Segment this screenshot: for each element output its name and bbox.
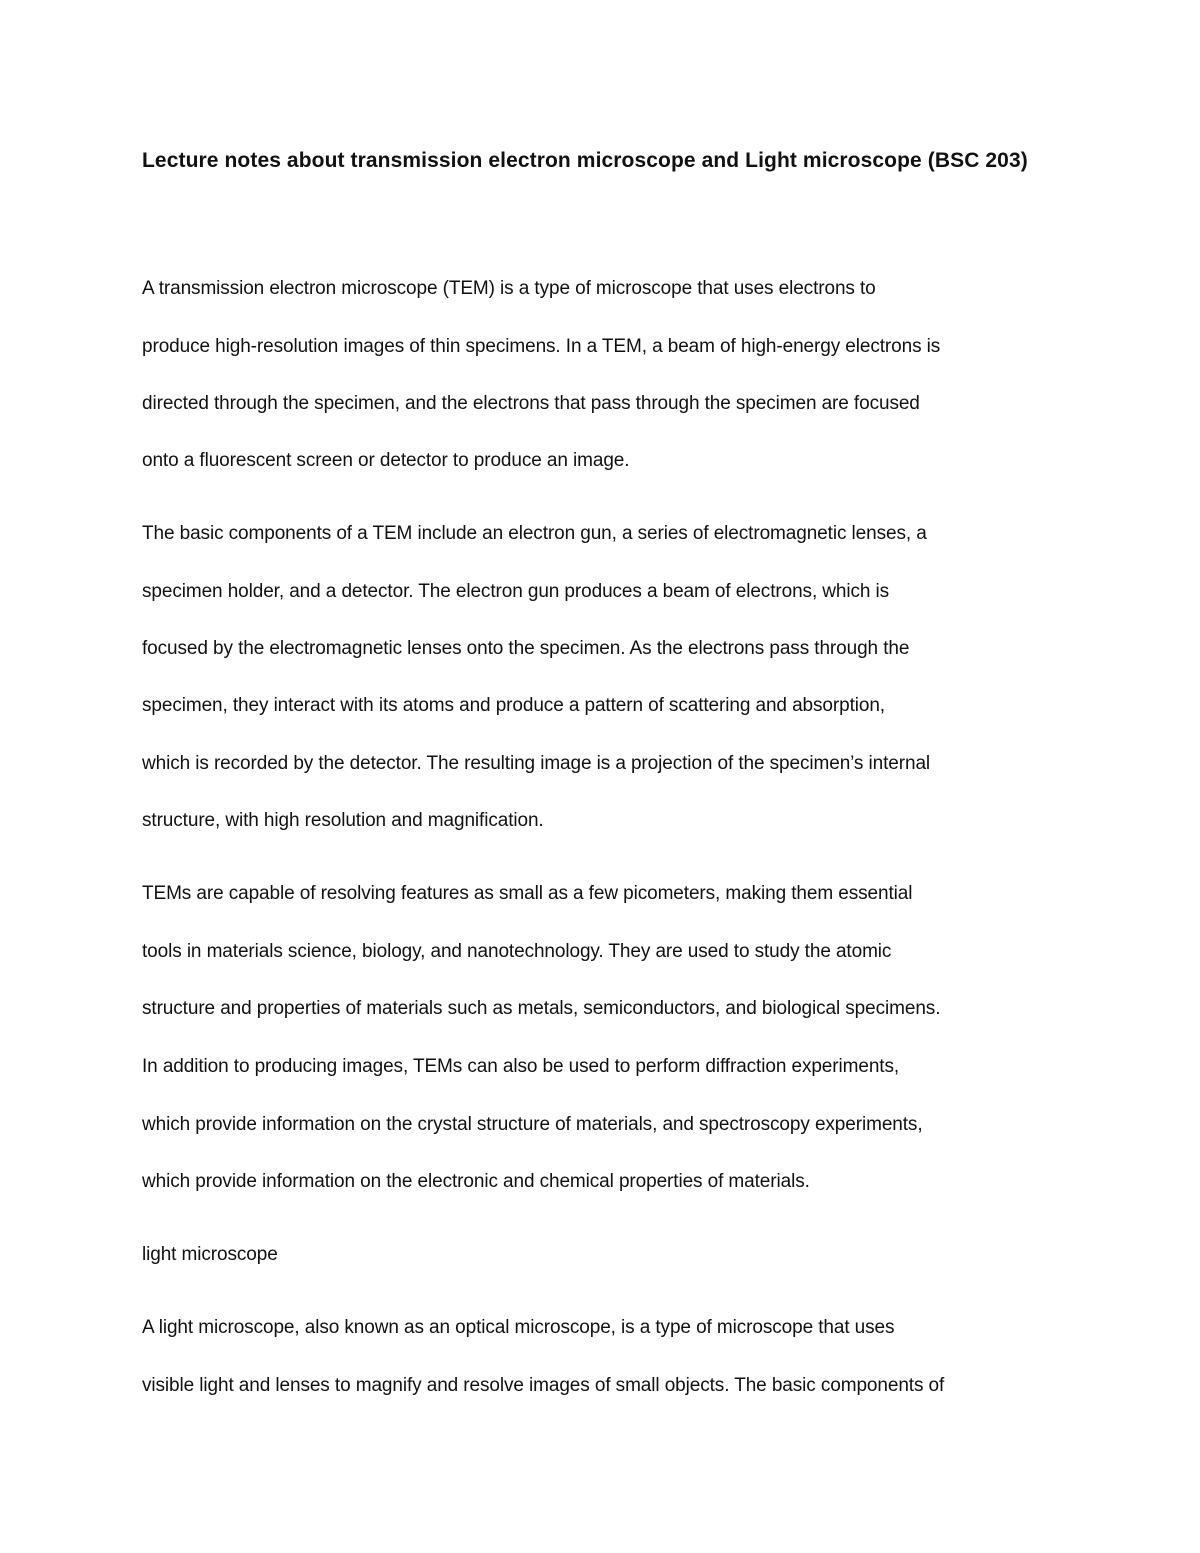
text-line: onto a fluorescent screen or detector to produce an image. [142,450,630,471]
text-line: which provide information on the electronic and chemical properties of materials. [142,1171,810,1192]
text-line: The basic components of a TEM include an electron gun, a series of electromagnetic lenses, a [142,523,927,544]
text-line: tools in materials science, biology, and nanotechnology. They are used to study the atomic [142,941,892,962]
text-line: structure and properties of materials such as metals, semiconductors, and biological specimens. [142,998,941,1019]
text-line: A light microscope, also known as an optical microscope, is a type of microscope that uses [142,1317,895,1338]
text-line: which is recorded by the detector. The resulting image is a projection of the specimen’s internal [142,753,931,774]
text-line: produce high-resolution images of thin specimens. In a TEM, a beam of high-energy electrons is [142,336,941,357]
text-line: In addition to producing images, TEMs can also be used to perform diffraction experiments, [142,1056,900,1077]
text-line: TEMs are capable of resolving features as small as a few picometers, making them essential [142,883,913,904]
document-title: Lecture notes about transmission electron microscope and Light microscope (BSC 203) [142,149,1028,172]
text-line: specimen, they interact with its atoms and produce a pattern of scattering and absorption, [142,695,885,716]
text-line: specimen holder, and a detector. The electron gun produces a beam of electrons, which is [142,581,890,602]
text-line: directed through the specimen, and the electrons that pass through the specimen are focused [142,393,920,414]
text-line: A transmission electron microscope (TEM) is a type of microscope that uses electrons to [142,278,876,299]
text-line: which provide information on the crystal structure of materials, and spectroscopy experiments, [142,1114,923,1135]
text-line: visible light and lenses to magnify and resolve images of small objects. The basic components of [142,1375,945,1396]
section-heading: light microscope [142,1244,278,1265]
text-line: focused by the electromagnetic lenses onto the specimen. As the electrons pass through the [142,638,910,659]
text-line: structure, with high resolution and magnification. [142,810,544,831]
